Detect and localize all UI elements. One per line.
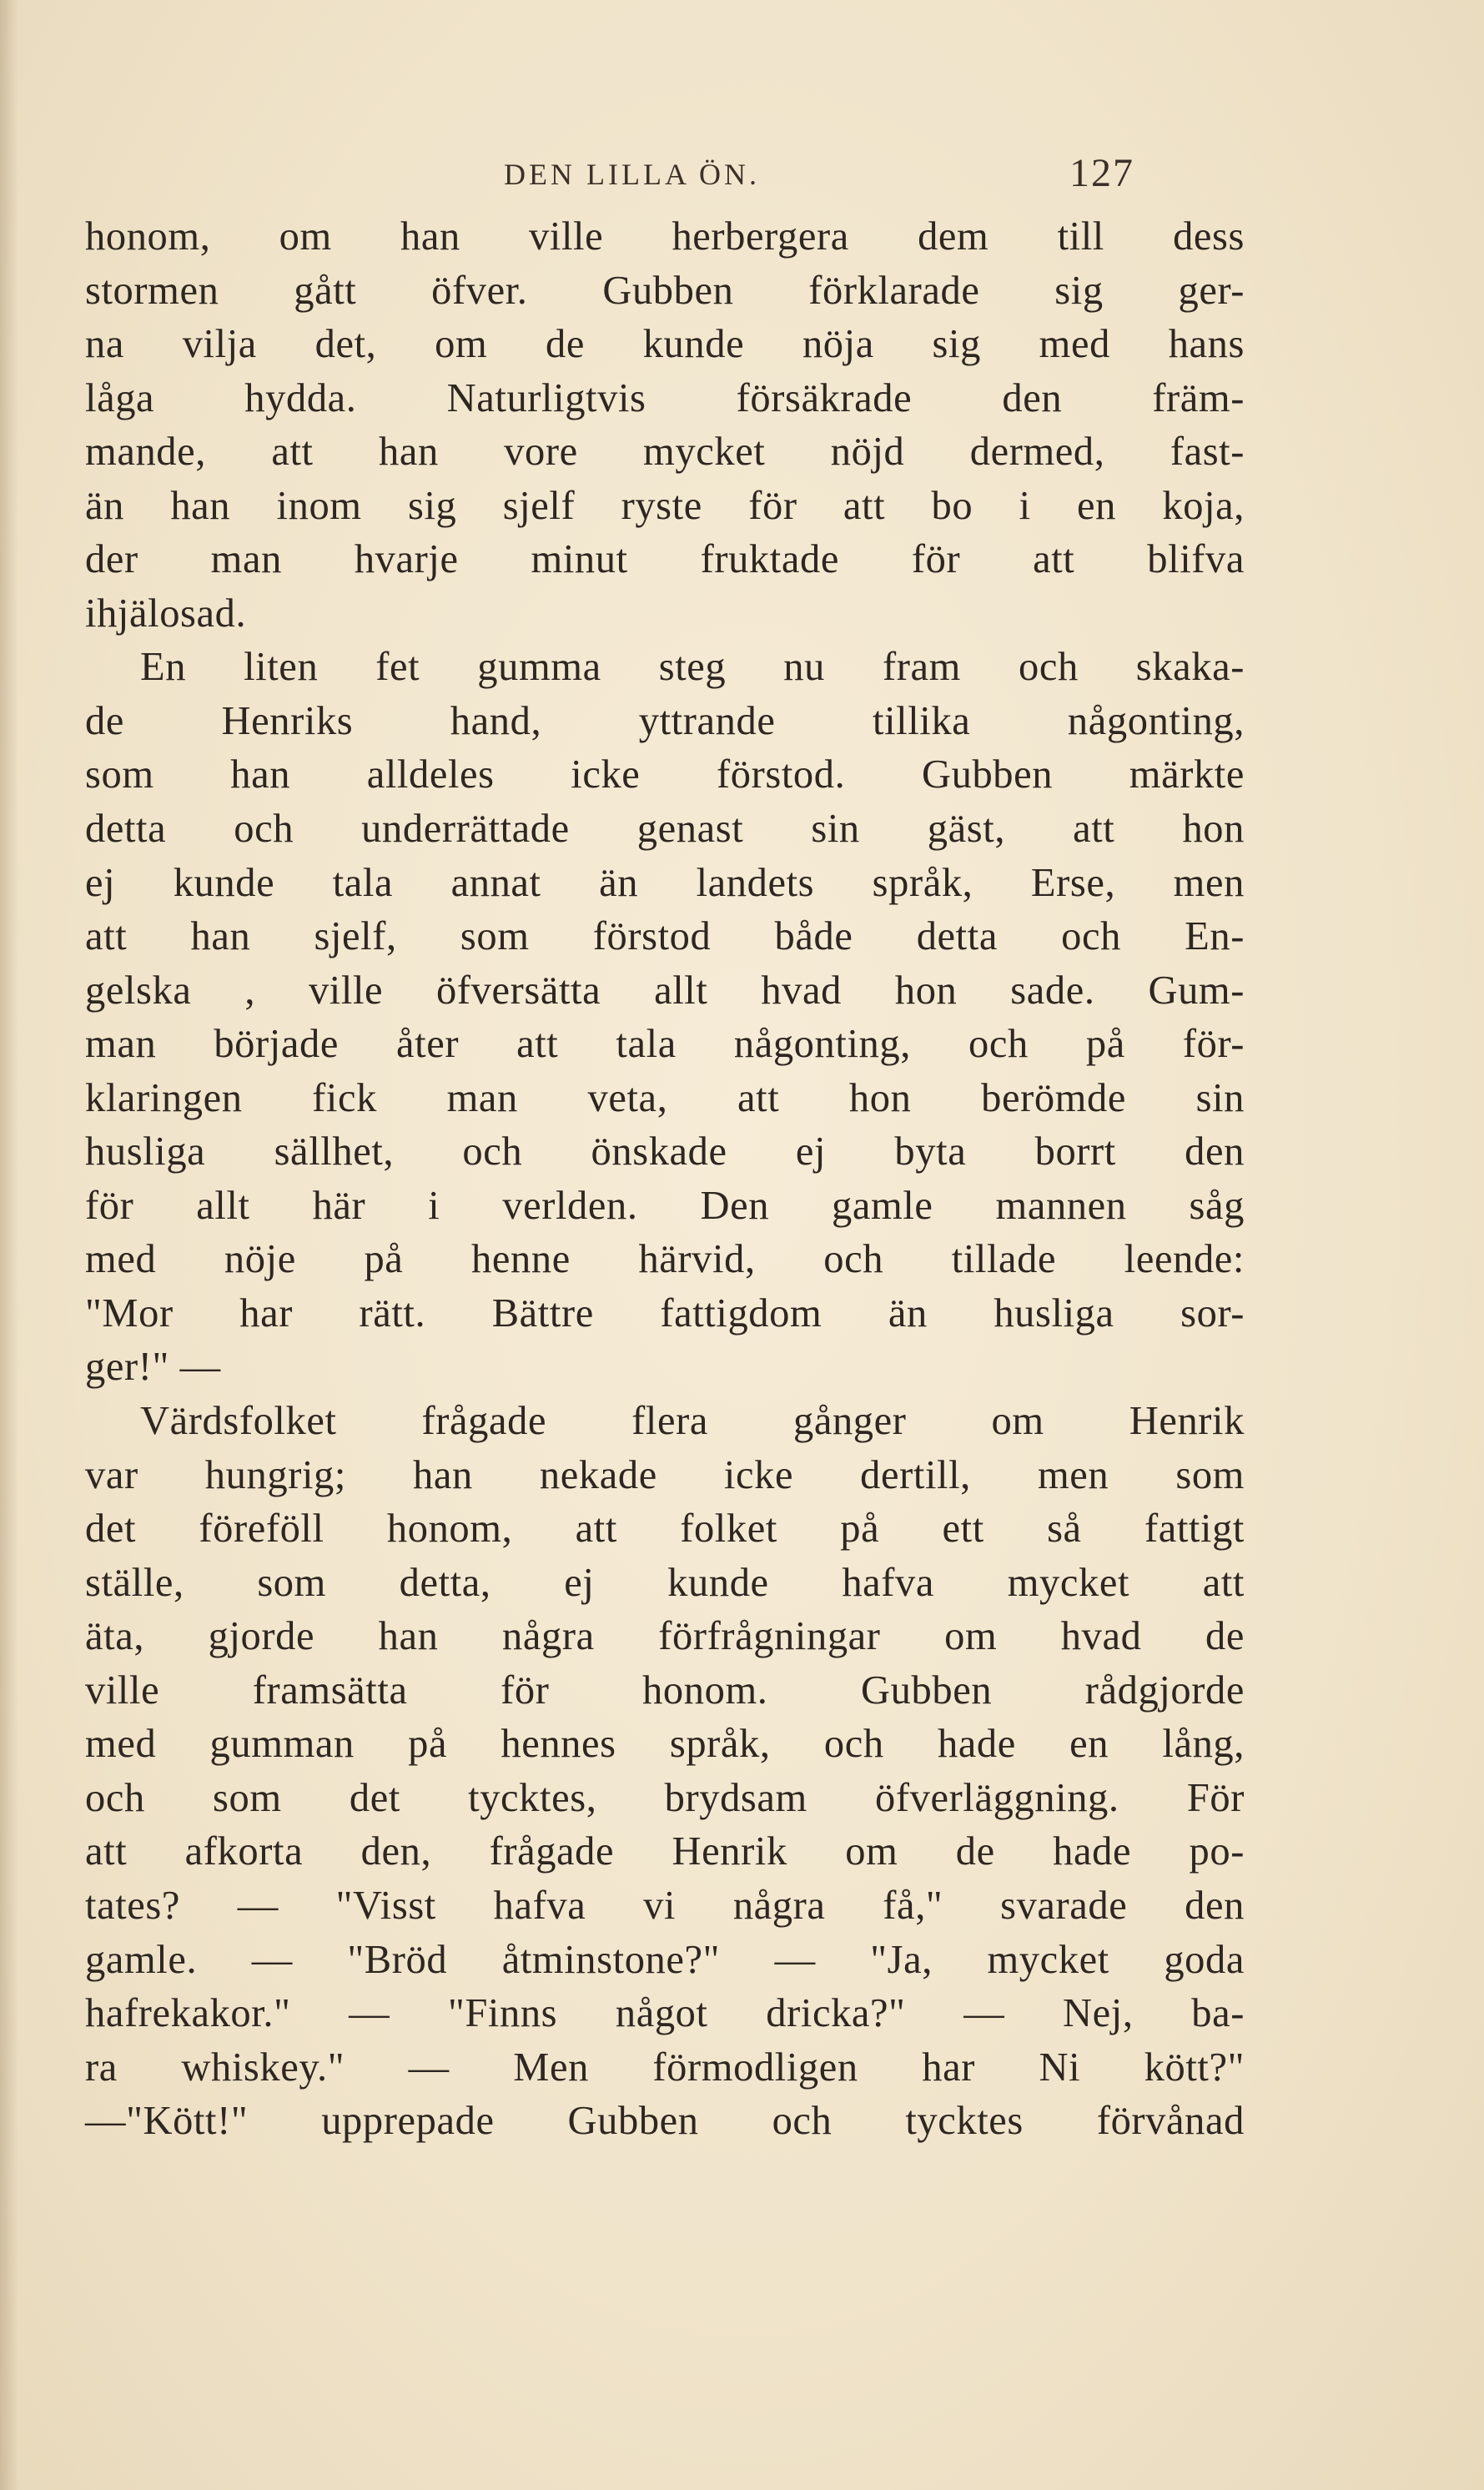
text-line: och som det tycktes, brydsam öfverläggning. För [85, 1775, 1245, 1820]
body-text [85, 210, 1245, 2149]
text-line: det föreföll honom, att folket på ett så fattigt [85, 1507, 1245, 1552]
text-line: gelska , ville öfversätta allt hvad hon sade. Gum- [85, 968, 1245, 1013]
text-line: Värdsfolket frågade flera gånger om Henrik [140, 1399, 1245, 1444]
text-line: "Mor har rätt. Bättre fattigdom än husliga sor- [85, 1290, 1245, 1336]
text-line: ställe, som detta, ej kunde hafva mycket att [85, 1560, 1245, 1605]
text-line: klaringen fick man veta, att hon berömde sin [85, 1075, 1245, 1120]
text-line: honom, om han ville herbergera dem till dess [85, 214, 1245, 259]
running-title: DEN LILLA ÖN. [504, 158, 760, 191]
text-line: var hungrig; han nekade icke dertill, men som [85, 1452, 1245, 1497]
text-line: gamle. — "Bröd åtminstone?" — "Ja, mycket goda [85, 1937, 1245, 1982]
page-header [0, 150, 1484, 209]
text-line: ger!" — [85, 1345, 221, 1390]
text-line: med gumman på hennes språk, och hade en lång, [85, 1722, 1245, 1767]
text-line: der man hvarje minut fruktade för att blifva [85, 537, 1245, 582]
text-line: än han inom sig sjelf ryste för att bo i en koja, [85, 483, 1245, 528]
text-line: ej kunde tala annat än landets språk, Erse, men [85, 860, 1245, 905]
text-line: att afkorta den, frågade Henrik om de hade po- [85, 1829, 1245, 1874]
text-line: man började åter att tala någonting, och på för- [85, 1022, 1245, 1067]
text-line: na vilja det, om de kunde nöja sig med hans [85, 322, 1245, 367]
text-line: att han sjelf, som förstod både detta och En- [85, 914, 1245, 959]
text-line: tates? — "Visst hafva vi några få," svarade den [85, 1883, 1245, 1928]
text-line: hafrekakor." — "Finns något dricka?" — Nej, ba- [85, 1991, 1245, 2036]
text-line: ihjälosad. [85, 591, 247, 636]
text-line: för allt här i verlden. Den gamle mannen såg [85, 1183, 1245, 1228]
text-line: med nöje på henne härvid, och tillade leende: [85, 1237, 1245, 1282]
text-line: som han alldeles icke förstod. Gubben märkte [85, 752, 1245, 797]
text-line: husliga sällhet, och önskade ej byta borrt den [85, 1129, 1245, 1175]
text-line: mande, att han vore mycket nöjd dermed, fast- [85, 430, 1245, 475]
text-line: En liten fet gumma steg nu fram och skaka- [140, 645, 1245, 690]
text-line: de Henriks hand, yttrande tillika någonting, [85, 698, 1245, 743]
page-number: 127 [1069, 151, 1134, 195]
text-line: detta och underrättade genast sin gäst, att hon [85, 807, 1245, 852]
text-line: stormen gått öfver. Gubben förklarade sig ger- [85, 268, 1245, 313]
text-line: äta, gjorde han några förfrågningar om hvad de [85, 1614, 1245, 1659]
text-line: ville framsätta för honom. Gubben rådgjorde [85, 1668, 1245, 1713]
page-edge-shadow [0, 0, 18, 2490]
text-line: —"Kött!" upprepade Gubben och tycktes förvånad [85, 2099, 1245, 2144]
text-line: låga hydda. Naturligtvis försäkrade den främ- [85, 375, 1245, 420]
text-line: ra whiskey." — Men förmodligen har Ni kött?" [85, 2045, 1245, 2090]
